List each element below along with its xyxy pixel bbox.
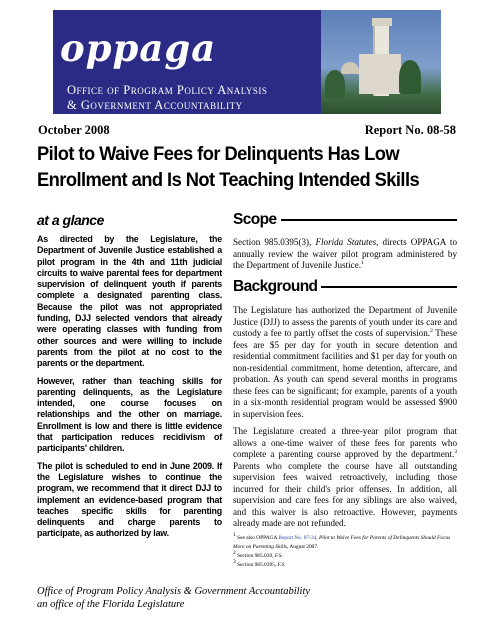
footnote-text: Section 985.0395, — [235, 562, 278, 568]
heading-rule — [281, 219, 457, 221]
footnote-2 — [233, 552, 457, 561]
statute-name: Florida Statutes — [315, 237, 377, 247]
background-paragraph — [233, 426, 457, 530]
glance-paragraph: The pilot is scheduled to end in June 2009. If the Legislature wishes to continue the program, we recommend that it direct DJJ to implement an evidence-based program that teaches specific skills for parenting delinquents and charge parents to participate, as authorized by law. — [37, 460, 222, 539]
footnote-text: See also OPPAGA — [235, 535, 279, 541]
page-footer — [37, 586, 310, 611]
paragraph-text: The Legislature created a three-year pilot program that allows a one-time waiver of these fees for parents who complete a parenting course approved by the department. — [233, 426, 457, 459]
scope-heading — [233, 211, 457, 229]
title-line1: Pilot to Waive Fees for Delinquents Has Low — [37, 143, 400, 165]
heading-rule — [321, 286, 457, 288]
background-heading-text: Background — [233, 278, 318, 295]
report-meta — [38, 123, 456, 138]
scope-heading-text: Scope — [233, 211, 277, 228]
report-link[interactable]: Report No. 07-34 — [278, 535, 317, 541]
background-heading — [233, 278, 457, 296]
old-capitol-dome — [341, 62, 359, 74]
footnote-abbrev: F.S. — [277, 562, 286, 568]
capitol-photo — [321, 10, 441, 114]
paragraph-text: Parents who complete the course have all outstanding supervision fees waived retroactively, including those incurred for their child's prior offenses. In addition, all supervision and care fees for any siblings are also waived, and this waiver is also retroactive. However, payments already made are not refunded. — [233, 460, 457, 528]
footnote-text: Section 985.039, — [235, 553, 275, 559]
paragraph-text: These fees are $5 per day for youth in secure detention and residential commitment facilities and $1 per day for youth on non-residential commitment, home detention, aftercare, and probation. As youth can spend several months in programs these fees can be significant; for example, parents of a youth in a six-month residential program would be assessed $900 in supervision fees. — [233, 328, 457, 419]
glance-column — [37, 234, 222, 546]
title-line2: Enrollment and Is Not Teaching Intended Skills — [37, 169, 420, 191]
footnote-ref: 2 — [430, 327, 433, 334]
scope-paragraph — [233, 237, 457, 272]
scope-text: Section 985.0395(3), — [233, 237, 316, 247]
footer-line2: an office of the Florida Legislature — [37, 598, 185, 610]
footnote-ref: 3 — [454, 448, 457, 455]
glance-paragraph: As directed by the Legislature, the Department of Juvenile Justice established a pilot program in the 4th and 11th judicial circuits to waive parental fees for department supervision of delinquent youth if parents complete a designated parenting class. Because the pilot was not appropriated funding, DJJ selected vendors that already were operating classes with funding from other sources and were willing to include parents from the pilot at no cost to the parents or the department. — [37, 234, 222, 369]
org-name-line1: Office of Program Policy Analysis — [67, 83, 268, 97]
glance-heading: at a glance — [37, 212, 104, 228]
report-date: October 2008 — [38, 123, 110, 137]
footnote-text: , August 2007. — [286, 544, 319, 550]
glance-paragraph: However, rather than teaching skills for parenting delinquents, as the Legislature intended, one course focuses on relationships and the other on marriage. Enrollment is low and there is little evidence that participation reduces recidivism of participants' children. — [37, 375, 222, 454]
capitol-wing — [359, 54, 401, 94]
report-title — [37, 141, 432, 193]
footnote-number: 3 — [233, 559, 236, 566]
footnote-text: , — [316, 535, 319, 541]
header-banner — [53, 10, 441, 114]
footnote-3 — [233, 561, 457, 570]
scope-section — [233, 237, 457, 278]
oppaga-logo: oppaga — [60, 26, 217, 70]
palm-tree — [325, 70, 345, 98]
footnote-number: 2 — [233, 550, 236, 557]
paragraph-text: The Legislature has authorized the Department of Juvenile Justice (DJJ) to assess the parents of youth under its care and custody a fee to partly offset the costs of supervision. — [233, 305, 457, 338]
scope-text: , directs OPPAGA to annually review the waiver pilot program administered by the Department of Juvenile Justice. — [233, 237, 457, 270]
footer-line1: Office of Program Policy Analysis & Government Accountability — [37, 586, 311, 597]
footnote-abbrev: F.S. — [274, 553, 283, 559]
org-name-line2: & Government Accountability — [67, 98, 243, 112]
background-paragraph — [233, 305, 457, 420]
footnote-1 — [233, 534, 457, 552]
footnote-title: Pilot to Waive Fees for Parents of Delinquents Should Focus More on Parenting Skills — [233, 535, 451, 550]
footnotes — [233, 534, 457, 570]
footnote-ref: 1 — [361, 259, 364, 266]
report-number: Report No. 08-58 — [364, 123, 456, 137]
footnote-number: 1 — [233, 532, 236, 539]
palm-tree — [399, 60, 421, 94]
